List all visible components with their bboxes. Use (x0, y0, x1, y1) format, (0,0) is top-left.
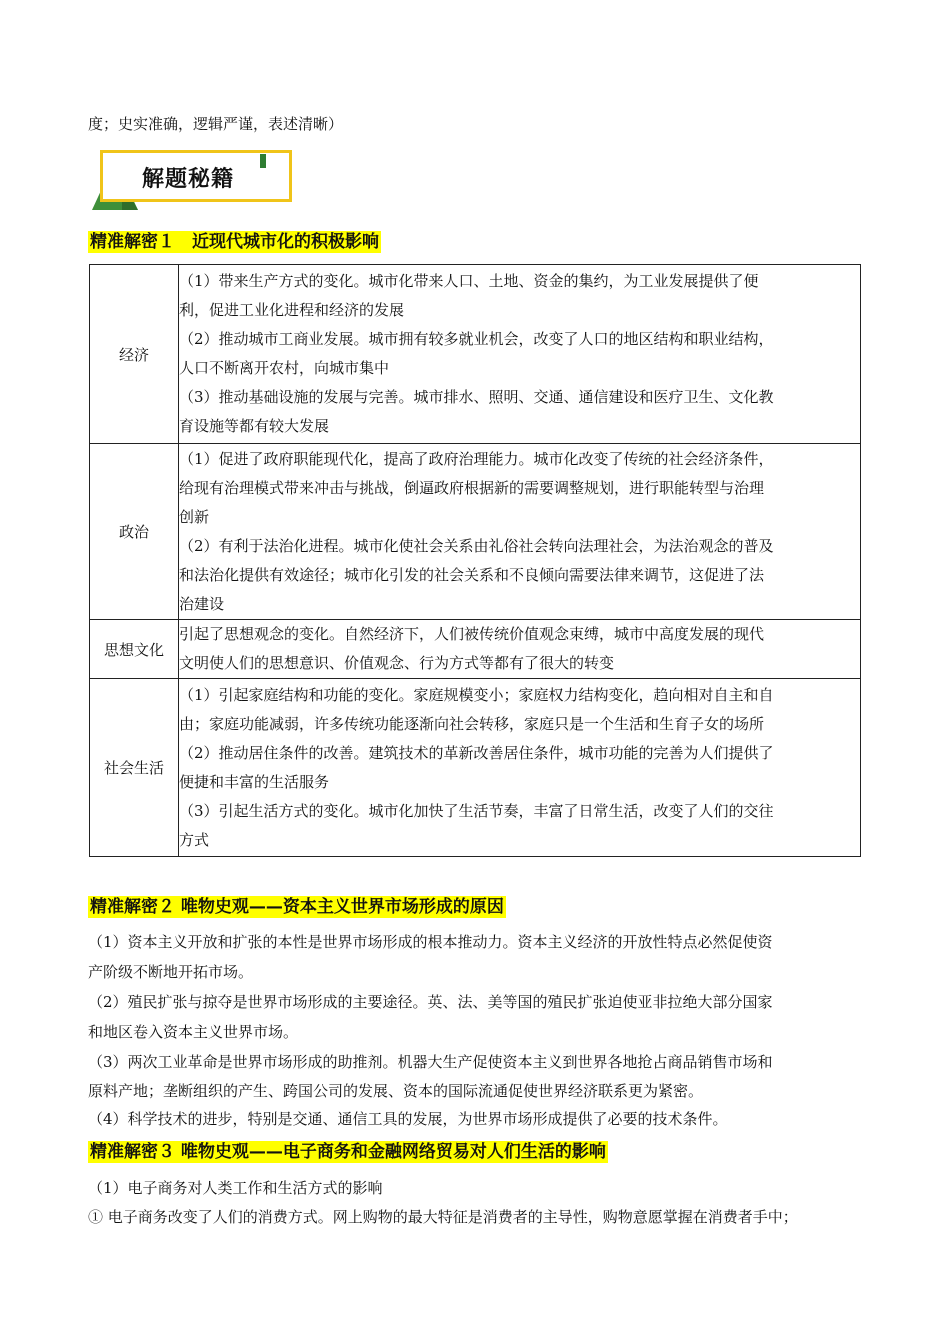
row-line: 育设施等都有较大发展 (179, 417, 330, 435)
section2-line: （2）殖民扩张与掠夺是世界市场形成的主要途径。英、法、美等国的殖民扩张迫使亚非拉绝大部分国家 (88, 993, 773, 1011)
table-row (90, 444, 861, 620)
row-line: 人口不断离开农村，向城市集中 (179, 359, 390, 377)
row-line: （1）带来生产方式的变化。城市化带来人口、土地、资金的集约，为工业发展提供了便 (179, 272, 759, 290)
section2-line: 原料产地；垄断组织的产生、跨国公司的发展、资本的国际流通促使世界经济联系更为紧密。 (88, 1082, 704, 1100)
section2-line: 产阶级不断地开拓市场。 (88, 963, 254, 981)
row-category: 社会生活 (90, 679, 179, 857)
section-banner (92, 148, 296, 210)
section2-line: （3）两次工业革命是世界市场形成的助推剂。机器大生产促使资本主义到世界各地抢占商品销售市场和 (88, 1053, 773, 1071)
section3-line: ① 电子商务改变了人们的消费方式。网上购物的最大特征是消费者的主导性，购物意愿掌握在消费者手中； (88, 1208, 798, 1226)
section3-line: （1）电子商务对人类工作和生活方式的影响 (88, 1179, 383, 1197)
section1-heading: 精准解密１ 近现代城市化的积极影响 (90, 232, 379, 252)
banner-title: 解题秘籍 (142, 167, 235, 192)
row-line: 引起了思想观念的变化。自然经济下，人们被传统价值观念束缚，城市中高度发展的现代 (179, 625, 765, 643)
row-line: 治建设 (179, 594, 225, 613)
row-line: 由；家庭功能减弱，许多传统功能逐渐向社会转移，家庭只是一个生活和生育子女的场所 (179, 714, 765, 733)
row-line: 给现有治理模式带来冲击与挑战，倒逼政府根据新的需要调整规划，进行职能转型与治理 (179, 478, 765, 497)
row-line: （2）推动居住条件的改善。建筑技术的革新改善居住条件，城市功能的完善为人们提供了 (179, 743, 774, 762)
row-line: 方式 (179, 830, 210, 849)
row-line: （3）引起生活方式的变化。城市化加快了生活节奏，丰富了日常生活，改变了人们的交往 (179, 801, 774, 820)
row-line: （1）促进了政府职能现代化，提高了政府治理能力。城市化改变了传统的社会经济条件， (179, 449, 774, 468)
table-row (90, 265, 861, 444)
row-content (179, 620, 861, 679)
row-line: 创新 (179, 507, 210, 526)
row-category: 思想文化 (90, 620, 179, 679)
row-line: （1）引起家庭结构和功能的变化。家庭规模变小；家庭权力结构变化，趋向相对自主和自 (179, 685, 774, 704)
row-line: （3）推动基础设施的发展与完善。城市排水、照明、交通、通信建设和医疗卫生、文化教 (179, 388, 774, 406)
row-line: 利，促进工业化进程和经济的发展 (179, 301, 405, 319)
row-content (179, 444, 861, 620)
row-category: 政治 (90, 444, 179, 620)
section3-heading: 精准解密３ 唯物史观——电子商务和金融网络贸易对人们生活的影响 (90, 1142, 606, 1162)
row-category: 经济 (90, 265, 179, 444)
banner-accent (260, 154, 266, 168)
impact-table (89, 264, 861, 857)
table-row (90, 679, 861, 857)
table-row (90, 620, 861, 679)
section2-line: （1）资本主义开放和扩张的本性是世界市场形成的根本推动力。资本主义经济的开放性特点必然促使资 (88, 933, 773, 951)
section2-line: （4）科学技术的进步，特别是交通、通信工具的发展，为世界市场形成提供了必要的技术条件。 (88, 1110, 728, 1128)
row-content (179, 679, 861, 857)
row-line: 文明使人们的思想意识、价值观念、行为方式等都有了很大的转变 (179, 654, 615, 672)
row-line: 和法治化提供有效途径；城市化引发的社会关系和不良倾向需要法律来调节，这促进了法 (179, 565, 765, 584)
row-line: 便捷和丰富的生活服务 (179, 772, 330, 791)
section2-heading: 精准解密２ 唯物史观——资本主义世界市场形成的原因 (90, 897, 504, 917)
intro-line: 度；史实准确，逻辑严谨，表述清晰） (88, 115, 344, 133)
row-line: （2）推动城市工商业发展。城市拥有较多就业机会，改变了人口的地区结构和职业结构， (179, 330, 774, 348)
row-content (179, 265, 861, 444)
section2-line: 和地区卷入资本主义世界市场。 (88, 1023, 299, 1041)
row-line: （2）有利于法治化进程。城市化使社会关系由礼俗社会转向法理社会，为法治观念的普及 (179, 536, 774, 555)
